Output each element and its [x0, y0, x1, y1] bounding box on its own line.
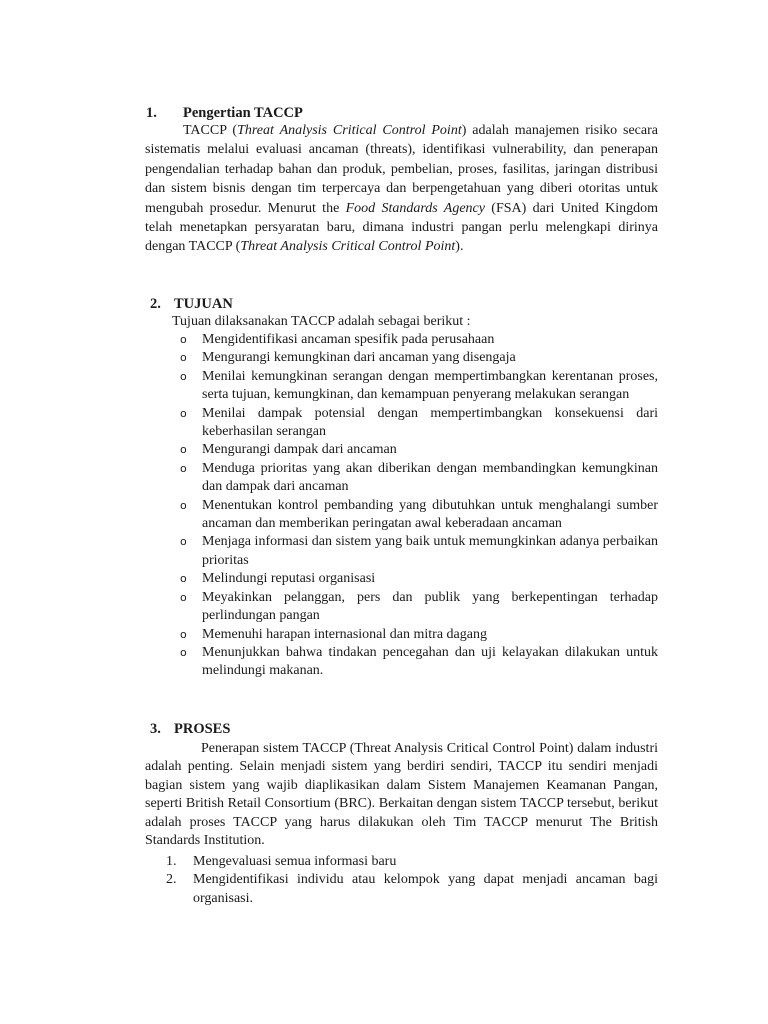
section-2-intro: Tujuan dilaksanakan TACCP adalah sebagai berikut :	[172, 314, 471, 329]
list-item	[166, 853, 658, 871]
section-2-heading	[150, 295, 233, 313]
bullet-marker: o	[180, 351, 187, 365]
list-item-text: Mengidentifikasi ancaman spesifik pada perusahaan	[202, 332, 495, 347]
bullet-marker: o	[180, 406, 187, 420]
list-item-text: Menilai dampak potensial dengan mempertimbangkan konsekuensi dari keberhasilan serangan	[202, 405, 658, 440]
bullet-marker: o	[180, 498, 187, 512]
section-1-paragraph	[145, 121, 658, 257]
section-2-number: 2.	[150, 296, 161, 312]
list-item	[178, 460, 658, 497]
section-1-title: Pengertian TACCP	[183, 105, 303, 121]
bullet-marker: o	[180, 645, 187, 659]
section-1-text-run: ).	[455, 239, 464, 255]
section-3-number: 3.	[150, 721, 161, 737]
list-item-text: Melindungi reputasi organisasi	[202, 571, 376, 587]
section-1-text-run: TACCP (	[183, 123, 238, 138]
list-item-text: Menjaga informasi dan sistem yang baik untuk memungkinkan adanya perbaikan prioritas	[202, 534, 658, 568]
bullet-marker: o	[180, 369, 187, 383]
list-item	[178, 644, 658, 681]
list-item-text: Menilai kemungkinan serangan dengan mempertimbangkan kerentanan proses, serta tujuan, kemungkinan, dan kemampuan penyerang melakukan serangan	[202, 368, 658, 403]
section-1-number: 1.	[146, 105, 157, 121]
section-3-paragraph-text: Penerapan sistem TACCP (Threat Analysis Critical Control Point) dalam industri adalah penting. Selain menjadi sistem yang berdiri sendiri, TACCP itu sendiri menjadi bagian sistem yang wajib diaplikasikan dalam Sistem Manajemen Keamanan Pangan, seperti British Retail Consortium (BRC). Berkaitan dengan sistem TACCP tersebut, berikut adalah proses TACCP yang harus dilakukan oleh Tim TACCP menurut The British Standards Institution.	[145, 741, 658, 849]
section-3-title: PROSES	[174, 721, 231, 737]
list-item	[178, 349, 658, 367]
list-item	[166, 871, 658, 908]
bullet-marker: o	[180, 535, 187, 549]
list-item	[178, 405, 658, 442]
list-item	[178, 589, 658, 626]
section-3-heading	[150, 720, 230, 738]
list-item-text: Menunjukkan bahwa tindakan pencegahan dan uji kelayakan dilakukan untuk melindungi makanan.	[202, 644, 658, 679]
list-item-text: Mengidentifikasi individu atau kelompok yang dapat menjadi ancaman bagi organisasi.	[193, 872, 658, 906]
list-item-text: Mengurangi dampak dari ancaman	[202, 442, 397, 458]
list-item	[178, 497, 658, 534]
section-2-title: TUJUAN	[174, 296, 233, 312]
bullet-marker: o	[180, 461, 187, 475]
list-item	[178, 626, 658, 644]
bullet-marker: o	[180, 572, 187, 586]
list-item	[178, 331, 658, 349]
section-3-numbered-list	[166, 853, 658, 908]
section-3-paragraph	[145, 740, 658, 850]
list-item-text: Memenuhi harapan internasional dan mitra dagang	[202, 626, 487, 642]
section-1-text-run: (FSA) dari United Kingdom telah menetapkan persyaratan baru, dimana industri pangan perlu melengkapi dirinya dengan TACCP (	[145, 200, 658, 255]
list-item-number: 2.	[166, 872, 177, 888]
list-item-text: Menduga prioritas yang akan diberikan dengan membandingkan kemungkinan dan dampak dari ancaman	[202, 460, 658, 495]
section-2-bullet-list	[178, 331, 658, 681]
section-1-text-run: Food Standards Agency	[345, 200, 485, 216]
list-item-text: Mengurangi kemungkinan dari ancaman yang disengaja	[202, 350, 516, 366]
list-item-text: Meyakinkan pelanggan, pers dan publik yang berkepentingan terhadap perlindungan pangan	[202, 589, 658, 624]
list-item-text: Mengevaluasi semua informasi baru	[193, 854, 397, 869]
list-item	[178, 441, 658, 459]
list-item-text: Menentukan kontrol pembanding yang dibutuhkan untuk menghalangi sumber ancaman dan memberikan peringatan awal keberadaan ancaman	[202, 497, 658, 532]
list-item	[178, 570, 658, 588]
bullet-marker: o	[180, 443, 187, 457]
bullet-marker: o	[180, 590, 187, 604]
list-item	[178, 368, 658, 405]
section-1-text-run: Threat Analysis Critical Control Point	[237, 123, 462, 138]
bullet-marker: o	[180, 627, 187, 641]
section-1-text-run: Threat Analysis Critical Control Point	[240, 239, 456, 255]
section-1-text-run: ) adalah manajemen risiko secara sistematis melalui evaluasi ancaman (threats), identifikasi vulnerability, dan penerapan pengendalian terhadap bahan dan produk, pembelian, proses, fasilitas, jaringan distribusi dan sistem bisnis dengan tim terpercaya dan berpengetahuan yang diberi otoritas untuk mengubah prosedur. Menurut the	[145, 123, 658, 216]
section-1-heading	[146, 104, 303, 122]
list-item-number: 1.	[166, 854, 177, 869]
bullet-marker: o	[180, 333, 187, 346]
list-item	[178, 533, 658, 570]
